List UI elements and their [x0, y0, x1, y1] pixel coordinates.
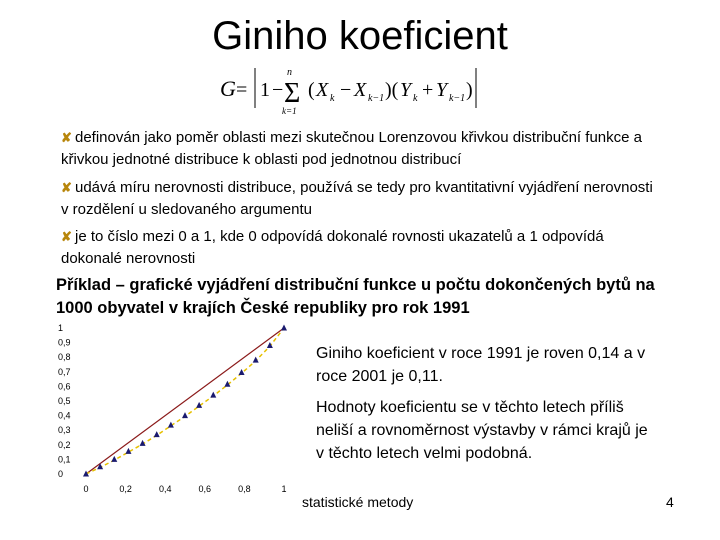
y-tick-label: 0,2 [58, 439, 71, 450]
example-paragraph [56, 274, 676, 320]
svg-text:k: k [330, 93, 335, 104]
x-mark-icon: ✘ [61, 130, 72, 145]
x-tick-label: 0 [83, 484, 89, 494]
x-tick-label: 0,8 [238, 484, 251, 494]
y-tick-label: 0 [58, 469, 64, 479]
x-mark-icon: ✘ [61, 229, 72, 244]
y-tick-label: 0,5 [58, 396, 71, 406]
triangle-point [111, 456, 117, 462]
x-tick-label: 0,2 [119, 484, 132, 494]
lorenz-chart [58, 322, 298, 499]
triangle-point [253, 357, 259, 363]
footer-text: statistické metody [302, 494, 414, 510]
bullet-1 [61, 127, 661, 171]
svg-text:Y: Y [400, 79, 412, 101]
x-tick-label: 1 [281, 484, 287, 494]
triangle-point [154, 431, 160, 437]
gini-formula [210, 64, 510, 118]
svg-text:Y: Y [436, 79, 448, 101]
triangle-point [97, 463, 103, 469]
bullet-2-text: udává míru nerovnosti distribuce, používá se tedy pro kvantitativní vyjádření nerovnosti v rozdělení u sledovaného argumentu [61, 179, 653, 218]
page-number: 4 [666, 494, 674, 510]
triangle-point [182, 412, 188, 418]
formula-sum-upper: n [287, 67, 292, 78]
y-tick-label: 0,9 [58, 337, 71, 348]
y-tick-label: 0,3 [58, 425, 71, 436]
x-tick-label: 0,4 [158, 484, 172, 494]
formula-sum-lower: k=1 [282, 106, 297, 116]
gini-formula-graphic [210, 64, 510, 118]
side-paragraph-2: Hodnoty koeficientu se v těchto letech příliš neliší a rovnoměrnost výstavby v rámci krajů je v těchto letech velmi podobná. [316, 399, 648, 462]
y-tick-label: 0,8 [58, 352, 71, 363]
svg-text:(: ( [308, 79, 315, 101]
bullet-3 [61, 226, 661, 270]
formula-g: G [220, 76, 236, 101]
y-tick-label: 0,4 [58, 410, 71, 421]
svg-text:−: − [340, 79, 352, 101]
triangle-point [267, 342, 273, 348]
x-mark-icon: ✘ [61, 180, 72, 195]
slide-title: Giniho koeficient [212, 14, 508, 58]
example-label: Příklad [56, 276, 112, 294]
triangle-point [281, 325, 287, 331]
series-line-0 [86, 328, 284, 474]
y-tick-label: 0,7 [58, 366, 71, 377]
lorenz-chart-svg [58, 322, 298, 494]
svg-text:X: X [354, 79, 367, 101]
svg-text:X: X [316, 79, 329, 101]
svg-text:k−1: k−1 [449, 93, 466, 104]
bullet-2 [61, 177, 661, 221]
svg-text:): ) [466, 79, 473, 101]
side-paragraph-1: Giniho koeficient v roce 1991 je roven 0,14 a v roce 2001 je 0,11. [316, 345, 646, 385]
triangle-point [239, 369, 245, 375]
bullet-3-text: je to číslo mezi 0 a 1, kde 0 odpovídá dokonalé rovnosti ukazatelů a 1 odpovídá dokonalé nerovnosti [61, 228, 604, 267]
formula-minus: − [272, 79, 284, 101]
example-text: – grafické vyjádření distribuční funkce u počtu dokončených bytů na 1000 obyvatel v krajích České republiky pro rok 1991 [56, 276, 655, 317]
triangle-point [210, 392, 216, 398]
y-tick-label: 0,1 [58, 454, 71, 465]
svg-text:Σ: Σ [284, 78, 301, 109]
x-tick-label: 0,6 [198, 484, 212, 494]
bullet-1-text: definován jako poměr oblasti mezi skutečnou Lorenzovou křivkou distribuční funkce a křivkou jednotné distribuce k oblasti pod jednotnou distribucí [61, 129, 642, 168]
formula-one: 1 [260, 79, 270, 101]
y-tick-label: 1 [58, 323, 64, 333]
svg-text:k−1: k−1 [368, 93, 385, 104]
svg-text:+: + [422, 79, 434, 101]
formula-eq: = [236, 79, 248, 101]
y-tick-label: 0,6 [58, 381, 71, 392]
svg-text:k: k [413, 93, 418, 104]
svg-text:)(: )( [385, 79, 399, 101]
